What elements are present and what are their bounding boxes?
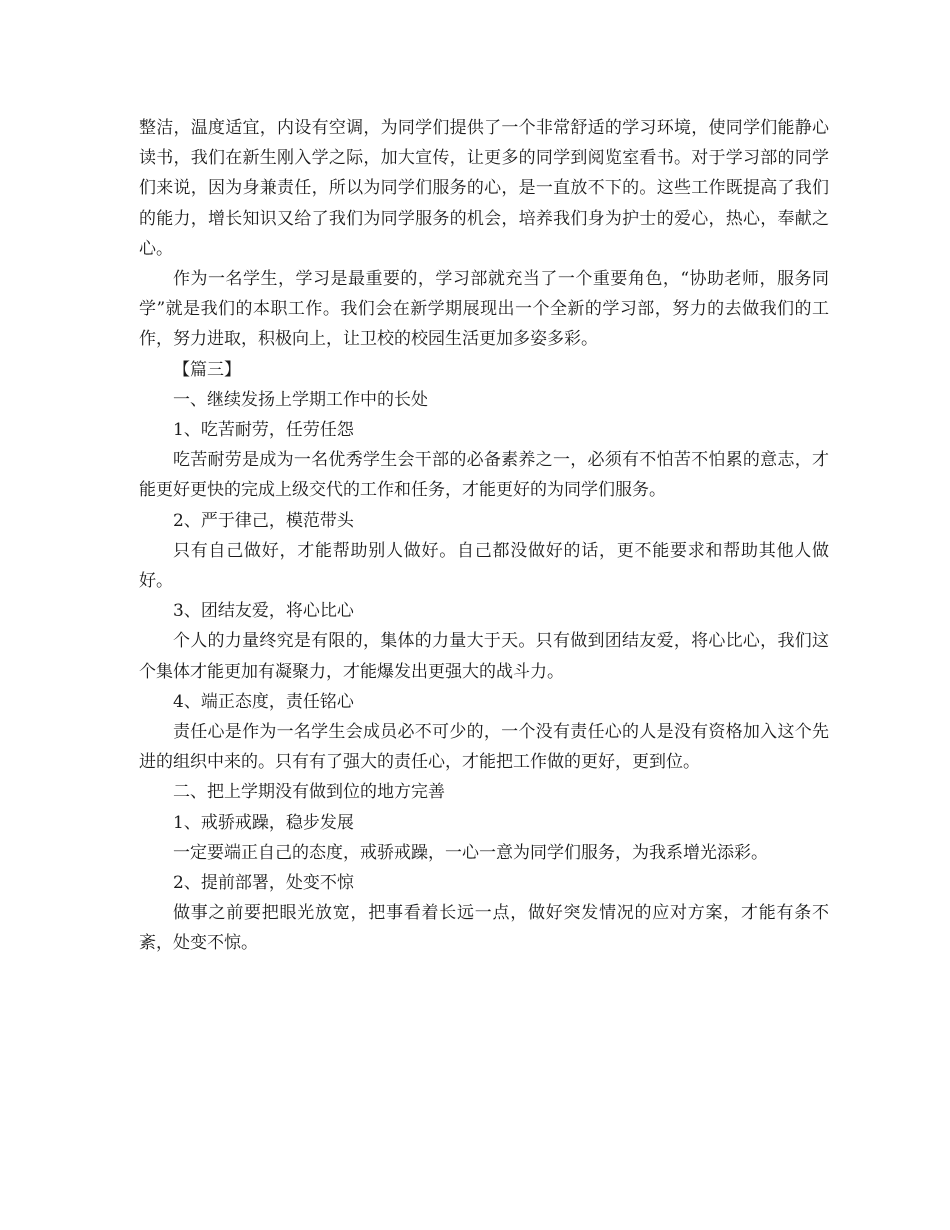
subheading: 1、戒骄戒躁，稳步发展 [173,812,354,833]
paragraph: 个人的力量终究是有限的，集体的力量大于天。只有做到团结友爱，将心比心，我们这个集体才能更加有凝聚力，才能爆发出更强大的战斗力。 [139,631,829,682]
subheading: 2、提前部署，处变不惊 [173,873,354,894]
subheading: 2、严于律己，模范带头 [173,510,354,531]
section-heading: 一、继续发扬上学期工作中的长处 [173,389,428,410]
paragraph: 只有自己做好，才能帮助别人做好。自己都没做好的话，更不能要求和帮助其他人做好。 [139,540,829,592]
section-heading: 二、把上学期没有做到位的地方完善 [173,782,445,803]
paragraph: 吃苦耐劳是成为一名优秀学生会干部的必备素养之一，必须有不怕苦不怕累的意志，才能更好更快的完成上级交代的工作和任务，才能更好的为同学们服务。 [139,450,829,501]
paragraph: 作为一名学生，学习是最重要的，学习部就充当了一个重要角色，“协助老师，服务同学”就是我们的本职工作。我们会在新学期展现出一个全新的学习部，努力的去做我们的工作，努力进取，积极向上，让卫校的校园生活更加多姿多彩。 [139,269,829,350]
section-title: 【篇三】 [173,359,241,380]
document-body [139,113,829,959]
subheading: 3、团结友爱，将心比心 [173,601,354,622]
paragraph: 整洁，温度适宜，内设有空调，为同学们提供了一个非常舒适的学习环境，使同学们能静心读书，我们在新生刚入学之际，加大宣传，让更多的同学到阅览室看书。对于学习部的同学们来说，因为身兼责任，所以为同学们服务的心，是一直放不下的。这些工作既提高了我们的能力，增长知识又给了我们为同学服务的机会，培养我们身为护士的爱心，热心，奉献之心。 [139,118,829,259]
paragraph: 责任心是作为一名学生会成员必不可少的，一个没有责任心的人是没有资格加入这个先进的组织中来的。只有有了强大的责任心，才能把工作做的更好，更到位。 [139,722,829,773]
subheading: 4、端正态度，责任铭心 [173,691,354,712]
paragraph: 一定要端正自己的态度，戒骄戒躁，一心一意为同学们服务，为我系增光添彩。 [173,842,768,863]
subheading: 1、吃苦耐劳，任劳任怨 [173,420,354,441]
paragraph: 做事之前要把眼光放宽，把事看着长远一点，做好突发情况的应对方案，才能有条不紊，处变不惊。 [139,903,829,954]
